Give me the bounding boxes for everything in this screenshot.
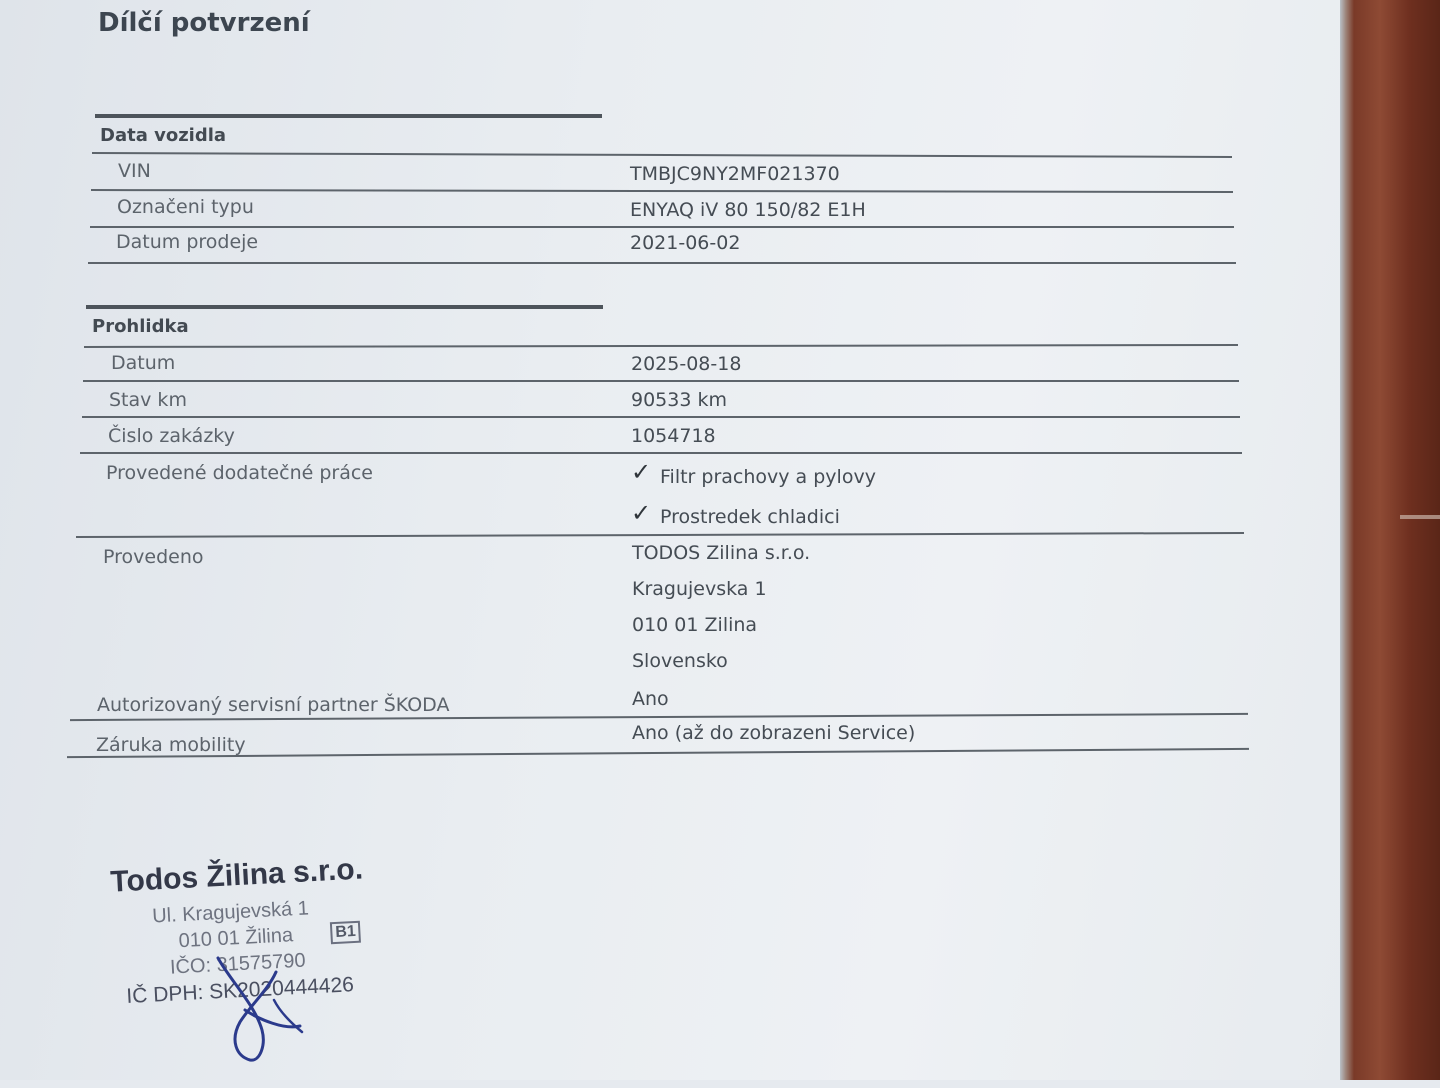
table-rule [83, 380, 1239, 382]
stamp-city: 010 01 Žilina [178, 924, 294, 953]
stamp-dic: IČ DPH: SK2020444426 [125, 973, 355, 1009]
document-title: Dílčí potvrzení [98, 8, 310, 38]
mileage-label: Stav km [109, 389, 187, 411]
inspection-date-value: 2025-08-18 [631, 353, 742, 375]
section-bar-inspection [86, 305, 603, 309]
extra-work-label: Provedené dodatečné práce [106, 462, 373, 484]
performed-by-line: Kragujevska 1 [632, 578, 767, 600]
checkmark-icon: ✓ [631, 499, 652, 527]
type-value: ENYAQ iV 80 150/82 E1H [630, 199, 866, 221]
table-rule [80, 452, 1242, 454]
vin-value: TMBJC9NY2MF021370 [630, 163, 840, 185]
stamp-badge: B1 [330, 921, 362, 945]
vin-label: VIN [118, 160, 151, 182]
leather-background [1340, 0, 1440, 1080]
sale-date-value: 2021-06-02 [630, 232, 741, 254]
table-rule [90, 226, 1234, 228]
order-number-label: Čislo zakázky [108, 425, 235, 447]
stamp-company-name: Todos Žilina s.r.o. [109, 852, 364, 899]
stamp-street: Ul. Kragujevská 1 [151, 897, 310, 928]
section-title-inspection: Prohlidka [92, 316, 189, 337]
table-rule [82, 416, 1240, 418]
mileage-value: 90533 km [631, 389, 727, 411]
checkmark-icon: ✓ [631, 458, 652, 486]
authorized-partner-value: Ano [632, 688, 669, 710]
authorized-partner-label: Autorizovaný servisní partner ŠKODA [97, 694, 450, 716]
performed-by-line: 010 01 Zilina [632, 614, 758, 636]
order-number-value: 1054718 [631, 425, 716, 447]
section-bar-vehicle [95, 114, 602, 118]
mobility-warranty-value: Ano (až do zobrazeni Service) [632, 722, 916, 744]
extra-work-item: Prostredek chladici [660, 506, 840, 528]
extra-work-item: Filtr prachovy a pylovy [660, 466, 876, 488]
performed-by-line: TODOS Zilina s.r.o. [632, 542, 811, 564]
table-rule [88, 262, 1236, 264]
performed-by-line: Slovensko [632, 650, 728, 672]
stamp-ico: IČO: 31575790 [169, 949, 307, 979]
sale-date-label: Datum prodeje [116, 231, 259, 253]
signature-icon [200, 950, 330, 1070]
type-label: Označeni typu [117, 196, 254, 218]
inspection-date-label: Datum [111, 352, 176, 374]
performed-by-label: Provedeno [103, 546, 204, 568]
mobility-warranty-label: Záruka mobility [96, 734, 246, 756]
section-title-vehicle: Data vozidla [100, 125, 227, 146]
